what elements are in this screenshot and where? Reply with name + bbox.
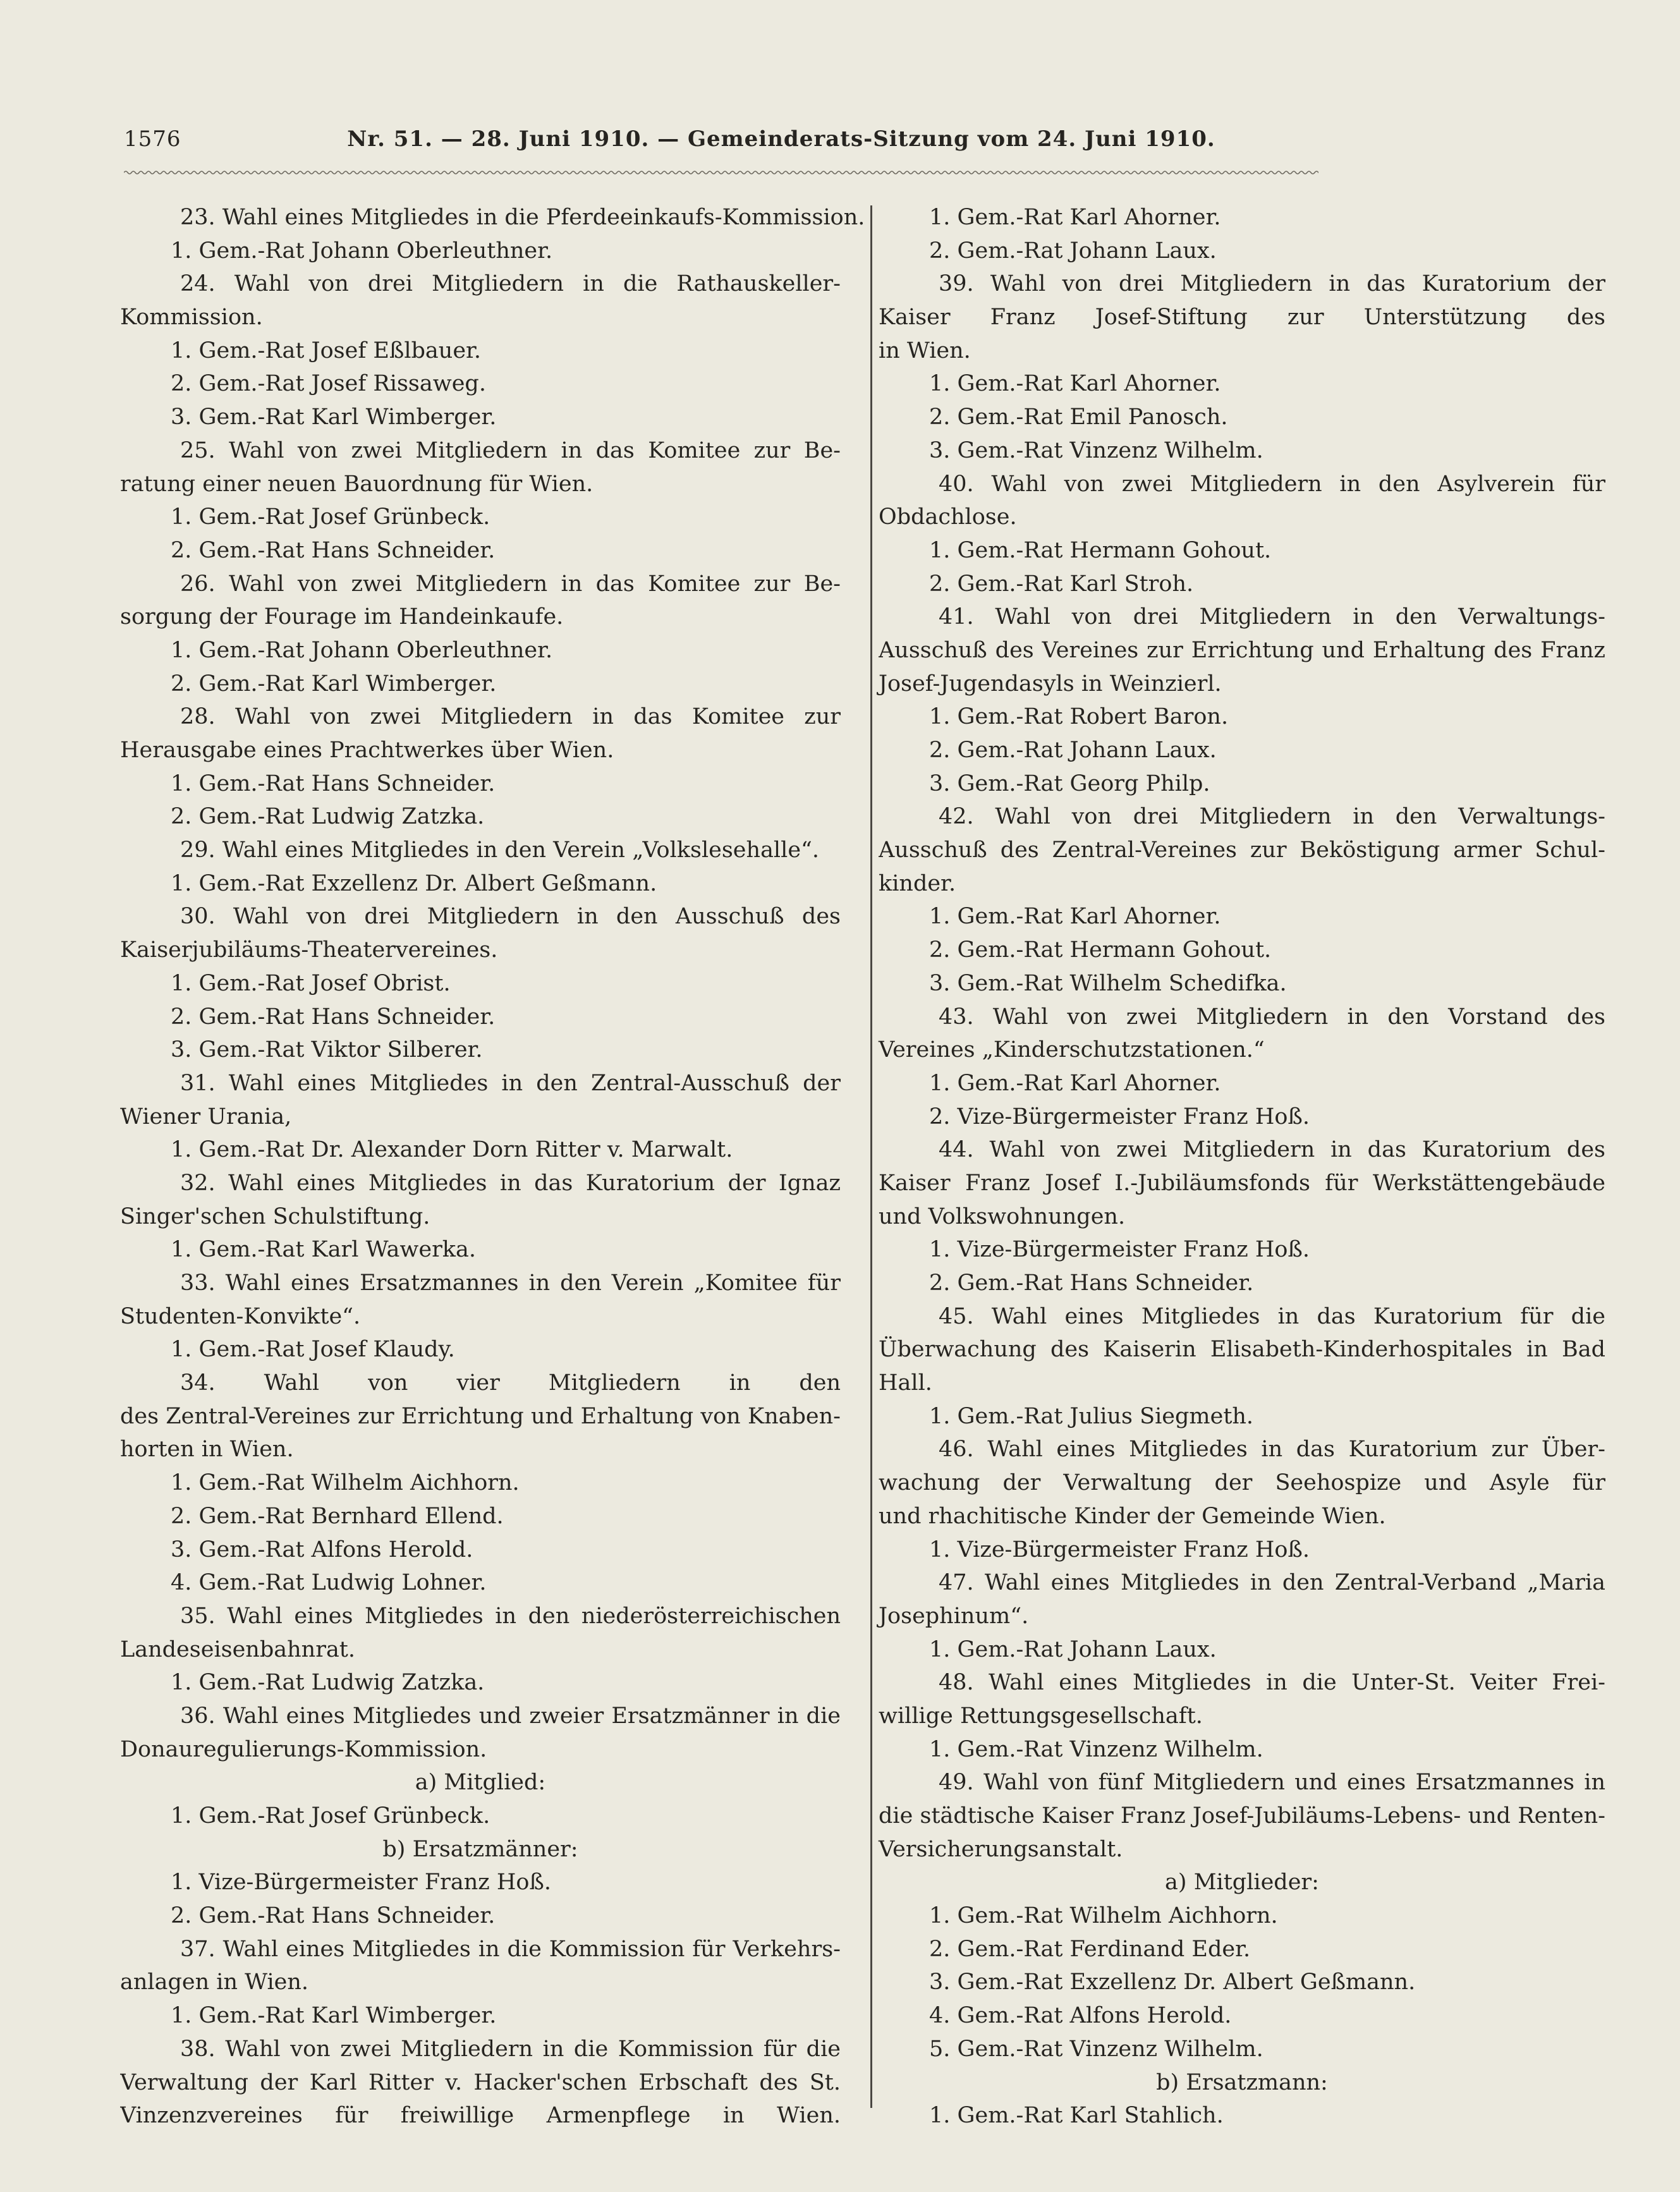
item-heading: 40. Wahl von zwei Mitgliedern in den Asylverein für: [939, 471, 1605, 497]
item-heading: 23. Wahl eines Mitgliedes in die Pferdeeinkaufs-Kommission.: [180, 205, 865, 230]
member-entry: 3. Gem.-Rat Karl Wimberger.: [171, 405, 497, 430]
member-entry: 1. Gem.-Rat Karl Wimberger.: [171, 2003, 497, 2029]
member-entry: 4. Gem.-Rat Alfons Herold.: [929, 2003, 1232, 2029]
member-entry: 1. Gem.-Rat Karl Stahlich.: [929, 2103, 1224, 2129]
member-entry: 1. Gem.-Rat Karl Ahorner.: [929, 371, 1221, 397]
heading-continuation: Josephinum“.: [879, 1603, 1029, 1629]
member-entry: 1. Gem.-Rat Karl Wawerka.: [171, 1237, 477, 1263]
item-heading: 48. Wahl eines Mitgliedes in die Unter-St. Veiter Frei-: [939, 1670, 1605, 1696]
subheading: a) Mitglied:: [415, 1770, 546, 1796]
left-column: [120, 201, 865, 2133]
member-entry: 1. Gem.-Rat Johann Laux.: [929, 1636, 1217, 1662]
heading-continuation: Kaiser Franz Josef I.-Jubiläumsfonds für Werkstättengebäude: [879, 1170, 1605, 1196]
member-entry: 1. Gem.-Rat Vinzenz Wilhelm.: [929, 1736, 1263, 1762]
member-entry: 1. Gem.-Rat Robert Baron.: [929, 704, 1229, 730]
member-entry: 1. Gem.-Rat Karl Ahorner.: [929, 904, 1221, 930]
heading-continuation: Herausgabe eines Prachtwerkes über Wien.: [120, 738, 614, 763]
heading-continuation: anlagen in Wien.: [120, 1970, 309, 1995]
item-heading: 38. Wahl von zwei Mitgliedern in die Kommission für die: [180, 2036, 841, 2062]
item-heading: 30. Wahl von drei Mitgliedern in den Ausschuß des: [180, 904, 841, 930]
heading-continuation: willige Rettungsgesellschaft.: [879, 1703, 1203, 1729]
heading-continuation: und rhachitische Kinder der Gemeinde Wien.: [879, 1503, 1386, 1529]
member-entry: 1. Gem.-Rat Dr. Alexander Dorn Ritter v. Marwalt.: [171, 1137, 733, 1163]
item-heading: 31. Wahl eines Mitgliedes in den Zentral-Ausschuß der: [180, 1070, 841, 1096]
heading-continuation: Singer'schen Schulstiftung.: [120, 1203, 430, 1229]
heading-continuation: Hall.: [879, 1370, 932, 1396]
member-entry: 3. Gem.-Rat Wilhelm Schedifka.: [929, 970, 1287, 996]
member-entry: 1. Gem.-Rat Ludwig Zatzka.: [171, 1670, 485, 1696]
item-heading: 46. Wahl eines Mitgliedes in das Kuratorium zur Über-: [939, 1437, 1605, 1463]
heading-continuation: Verwaltung der Karl Ritter v. Hacker'schen Erbschaft des St.: [120, 2069, 841, 2095]
member-entry: 2. Gem.-Rat Johann Laux.: [929, 238, 1217, 264]
member-entry: 1. Gem.-Rat Johann Oberleuthner.: [171, 238, 553, 264]
member-entry: 2. Vize-Bürgermeister Franz Hoß.: [929, 1104, 1310, 1129]
member-entry: 5. Gem.-Rat Vinzenz Wilhelm.: [929, 2036, 1263, 2062]
heading-continuation: in Wien.: [879, 338, 971, 363]
heading-continuation: Versicherungsanstalt.: [879, 1836, 1123, 1862]
item-heading: 24. Wahl von drei Mitgliedern in die Rathauskeller-: [180, 271, 841, 297]
item-heading: 45. Wahl eines Mitgliedes in das Kuratorium für die: [939, 1303, 1605, 1329]
member-entry: 2. Gem.-Rat Hans Schneider.: [171, 1903, 496, 1929]
member-entry: 1. Gem.-Rat Josef Grünbeck.: [171, 1803, 490, 1829]
member-entry: 2. Gem.-Rat Hans Schneider.: [929, 1270, 1254, 1296]
member-entry: 1. Vize-Bürgermeister Franz Hoß.: [171, 1870, 551, 1896]
item-heading: 25. Wahl von zwei Mitgliedern in das Komitee zur Be-: [180, 437, 841, 463]
member-entry: 2. Gem.-Rat Ludwig Zatzka.: [171, 804, 485, 830]
member-entry: 1. Gem.-Rat Josef Klaudy.: [171, 1337, 455, 1363]
heading-continuation: Kaiser Franz Josef-Stiftung zur Unterstützung des: [879, 305, 1605, 331]
member-entry: 1. Gem.-Rat Josef Grünbeck.: [171, 504, 490, 530]
item-heading: 28. Wahl von zwei Mitgliedern in das Komitee zur: [180, 704, 841, 730]
member-entry: 1. Gem.-Rat Hans Schneider.: [171, 770, 496, 796]
member-entry: 1. Gem.-Rat Josef Obrist.: [171, 970, 451, 996]
item-heading: 32. Wahl eines Mitgliedes in das Kuratorium der Ignaz: [180, 1170, 841, 1196]
member-entry: 3. Gem.-Rat Viktor Silberer.: [171, 1037, 483, 1063]
heading-continuation: Kaiserjubiläums-Theatervereines.: [120, 937, 498, 963]
member-entry: 1. Gem.-Rat Exzellenz Dr. Albert Geßmann.: [171, 870, 657, 896]
member-entry: 3. Gem.-Rat Georg Philp.: [929, 770, 1210, 796]
item-heading: 44. Wahl von zwei Mitgliedern in das Kuratorium des: [939, 1137, 1605, 1163]
member-entry: 3. Gem.-Rat Exzellenz Dr. Albert Geßmann.: [929, 1970, 1416, 1995]
member-entry: 2. Gem.-Rat Josef Rissaweg.: [171, 371, 486, 397]
member-entry: 2. Gem.-Rat Hermann Gohout.: [929, 937, 1272, 963]
page-header: [124, 123, 1287, 161]
item-heading: 37. Wahl eines Mitgliedes in die Kommission für Verkehrs-: [180, 1936, 841, 1962]
member-entry: 1. Gem.-Rat Julius Siegmeth.: [929, 1403, 1254, 1429]
heading-continuation: die städtische Kaiser Franz Josef-Jubiläums-Lebens- und Renten-: [879, 1803, 1605, 1829]
member-entry: 1. Gem.-Rat Karl Ahorner.: [929, 1070, 1221, 1096]
item-heading: 26. Wahl von zwei Mitgliedern in das Komitee zur Be-: [180, 571, 841, 597]
heading-continuation: Obdachlose.: [879, 504, 1017, 530]
item-heading: 42. Wahl von drei Mitgliedern in den Verwaltungs-: [939, 804, 1605, 830]
heading-continuation: Vinzenzvereines für freiwillige Armenpflege in Wien.: [120, 2103, 841, 2129]
heading-continuation: Vereines „Kinderschutzstationen.“: [879, 1037, 1265, 1063]
member-entry: 3. Gem.-Rat Alfons Herold.: [171, 1537, 473, 1562]
item-heading: 43. Wahl von zwei Mitgliedern in den Vorstand des: [939, 1004, 1605, 1030]
member-entry: 1. Vize-Bürgermeister Franz Hoß.: [929, 1237, 1310, 1263]
item-heading: 36. Wahl eines Mitgliedes und zweier Ersatzmänner in die: [180, 1703, 841, 1729]
heading-continuation: kinder.: [879, 870, 956, 896]
heading-continuation: Überwachung des Kaiserin Elisabeth-Kinderhospitales in Bad: [879, 1337, 1605, 1363]
member-entry: 2. Gem.-Rat Karl Stroh.: [929, 571, 1194, 597]
member-entry: 2. Gem.-Rat Emil Panosch.: [929, 405, 1228, 430]
heading-continuation: des Zentral-Vereines zur Errichtung und Erhaltung von Knaben-: [120, 1403, 841, 1429]
item-heading: 35. Wahl eines Mitgliedes in den niederösterreichischen: [180, 1603, 841, 1629]
member-entry: 2. Gem.-Rat Ferdinand Eder.: [929, 1936, 1251, 1962]
member-entry: 1. Gem.-Rat Josef Eßlbauer.: [171, 338, 482, 363]
heading-continuation: Landeseisenbahnrat.: [120, 1636, 355, 1662]
member-entry: 1. Gem.-Rat Wilhelm Aichhorn.: [929, 1903, 1278, 1929]
item-heading: 34. Wahl von vier Mitgliedern in den: [180, 1370, 841, 1396]
page-number: 1576: [124, 126, 181, 152]
item-heading: 41. Wahl von drei Mitgliedern in den Verwaltungs-: [939, 604, 1605, 630]
member-entry: 1. Gem.-Rat Johann Oberleuthner.: [171, 637, 553, 663]
member-entry: 1. Gem.-Rat Hermann Gohout.: [929, 537, 1272, 563]
column-divider: [870, 205, 872, 2108]
member-entry: 2. Gem.-Rat Hans Schneider.: [171, 1004, 496, 1030]
heading-continuation: Ausschuß des Vereines zur Errichtung und Erhaltung des Franz: [879, 637, 1605, 663]
header-wavy-rule: [124, 169, 1318, 176]
item-heading: 49. Wahl von fünf Mitgliedern und eines Ersatzmannes in: [939, 1770, 1605, 1796]
member-entry: 2. Gem.-Rat Karl Wimberger.: [171, 671, 497, 697]
header-title: Nr. 51. — 28. Juni 1910. — Gemeinderats-Sitzung vom 24. Juni 1910.: [347, 126, 1215, 152]
heading-continuation: Ausschuß des Zentral-Vereines zur Beköstigung armer Schul-: [879, 837, 1605, 863]
subheading: b) Ersatzmann:: [1156, 2069, 1328, 2095]
member-entry: 3. Gem.-Rat Vinzenz Wilhelm.: [929, 437, 1263, 463]
item-heading: 33. Wahl eines Ersatzmannes in den Verein „Komitee für: [180, 1270, 841, 1296]
item-heading: 39. Wahl von drei Mitgliedern in das Kuratorium der: [939, 271, 1605, 297]
item-heading: 47. Wahl eines Mitgliedes in den Zentral-Verband „Maria: [939, 1570, 1605, 1596]
member-entry: 1. Gem.-Rat Wilhelm Aichhorn.: [171, 1470, 520, 1496]
member-entry: 2. Gem.-Rat Hans Schneider.: [171, 537, 496, 563]
heading-continuation: Donauregulierungs-Kommission.: [120, 1736, 487, 1762]
heading-continuation: und Volkswohnungen.: [879, 1203, 1126, 1229]
member-entry: 2. Gem.-Rat Johann Laux.: [929, 738, 1217, 763]
subheading: a) Mitglieder:: [1165, 1870, 1319, 1896]
member-entry: 4. Gem.-Rat Ludwig Lohner.: [171, 1570, 487, 1596]
member-entry: 2. Gem.-Rat Bernhard Ellend.: [171, 1503, 504, 1529]
heading-continuation: ratung einer neuen Bauordnung für Wien.: [120, 471, 593, 497]
member-entry: 1. Vize-Bürgermeister Franz Hoß.: [929, 1537, 1310, 1562]
member-entry: 1. Gem.-Rat Karl Ahorner.: [929, 205, 1221, 230]
item-heading: 29. Wahl eines Mitgliedes in den Verein „Volkslesehalle“.: [180, 837, 820, 863]
heading-continuation: Kommission.: [120, 305, 263, 331]
right-column: [879, 201, 1605, 2133]
heading-continuation: Josef-Jugendasyls in Weinzierl.: [879, 671, 1222, 697]
heading-continuation: horten in Wien.: [120, 1437, 294, 1463]
heading-continuation: Wiener Urania,: [120, 1104, 292, 1129]
heading-continuation: sorgung der Fourage im Handeinkaufe.: [120, 604, 564, 630]
subheading: b) Ersatzmänner:: [382, 1836, 578, 1862]
heading-continuation: wachung der Verwaltung der Seehospize und Asyle für: [879, 1470, 1605, 1496]
heading-continuation: Studenten-Konvikte“.: [120, 1303, 361, 1329]
